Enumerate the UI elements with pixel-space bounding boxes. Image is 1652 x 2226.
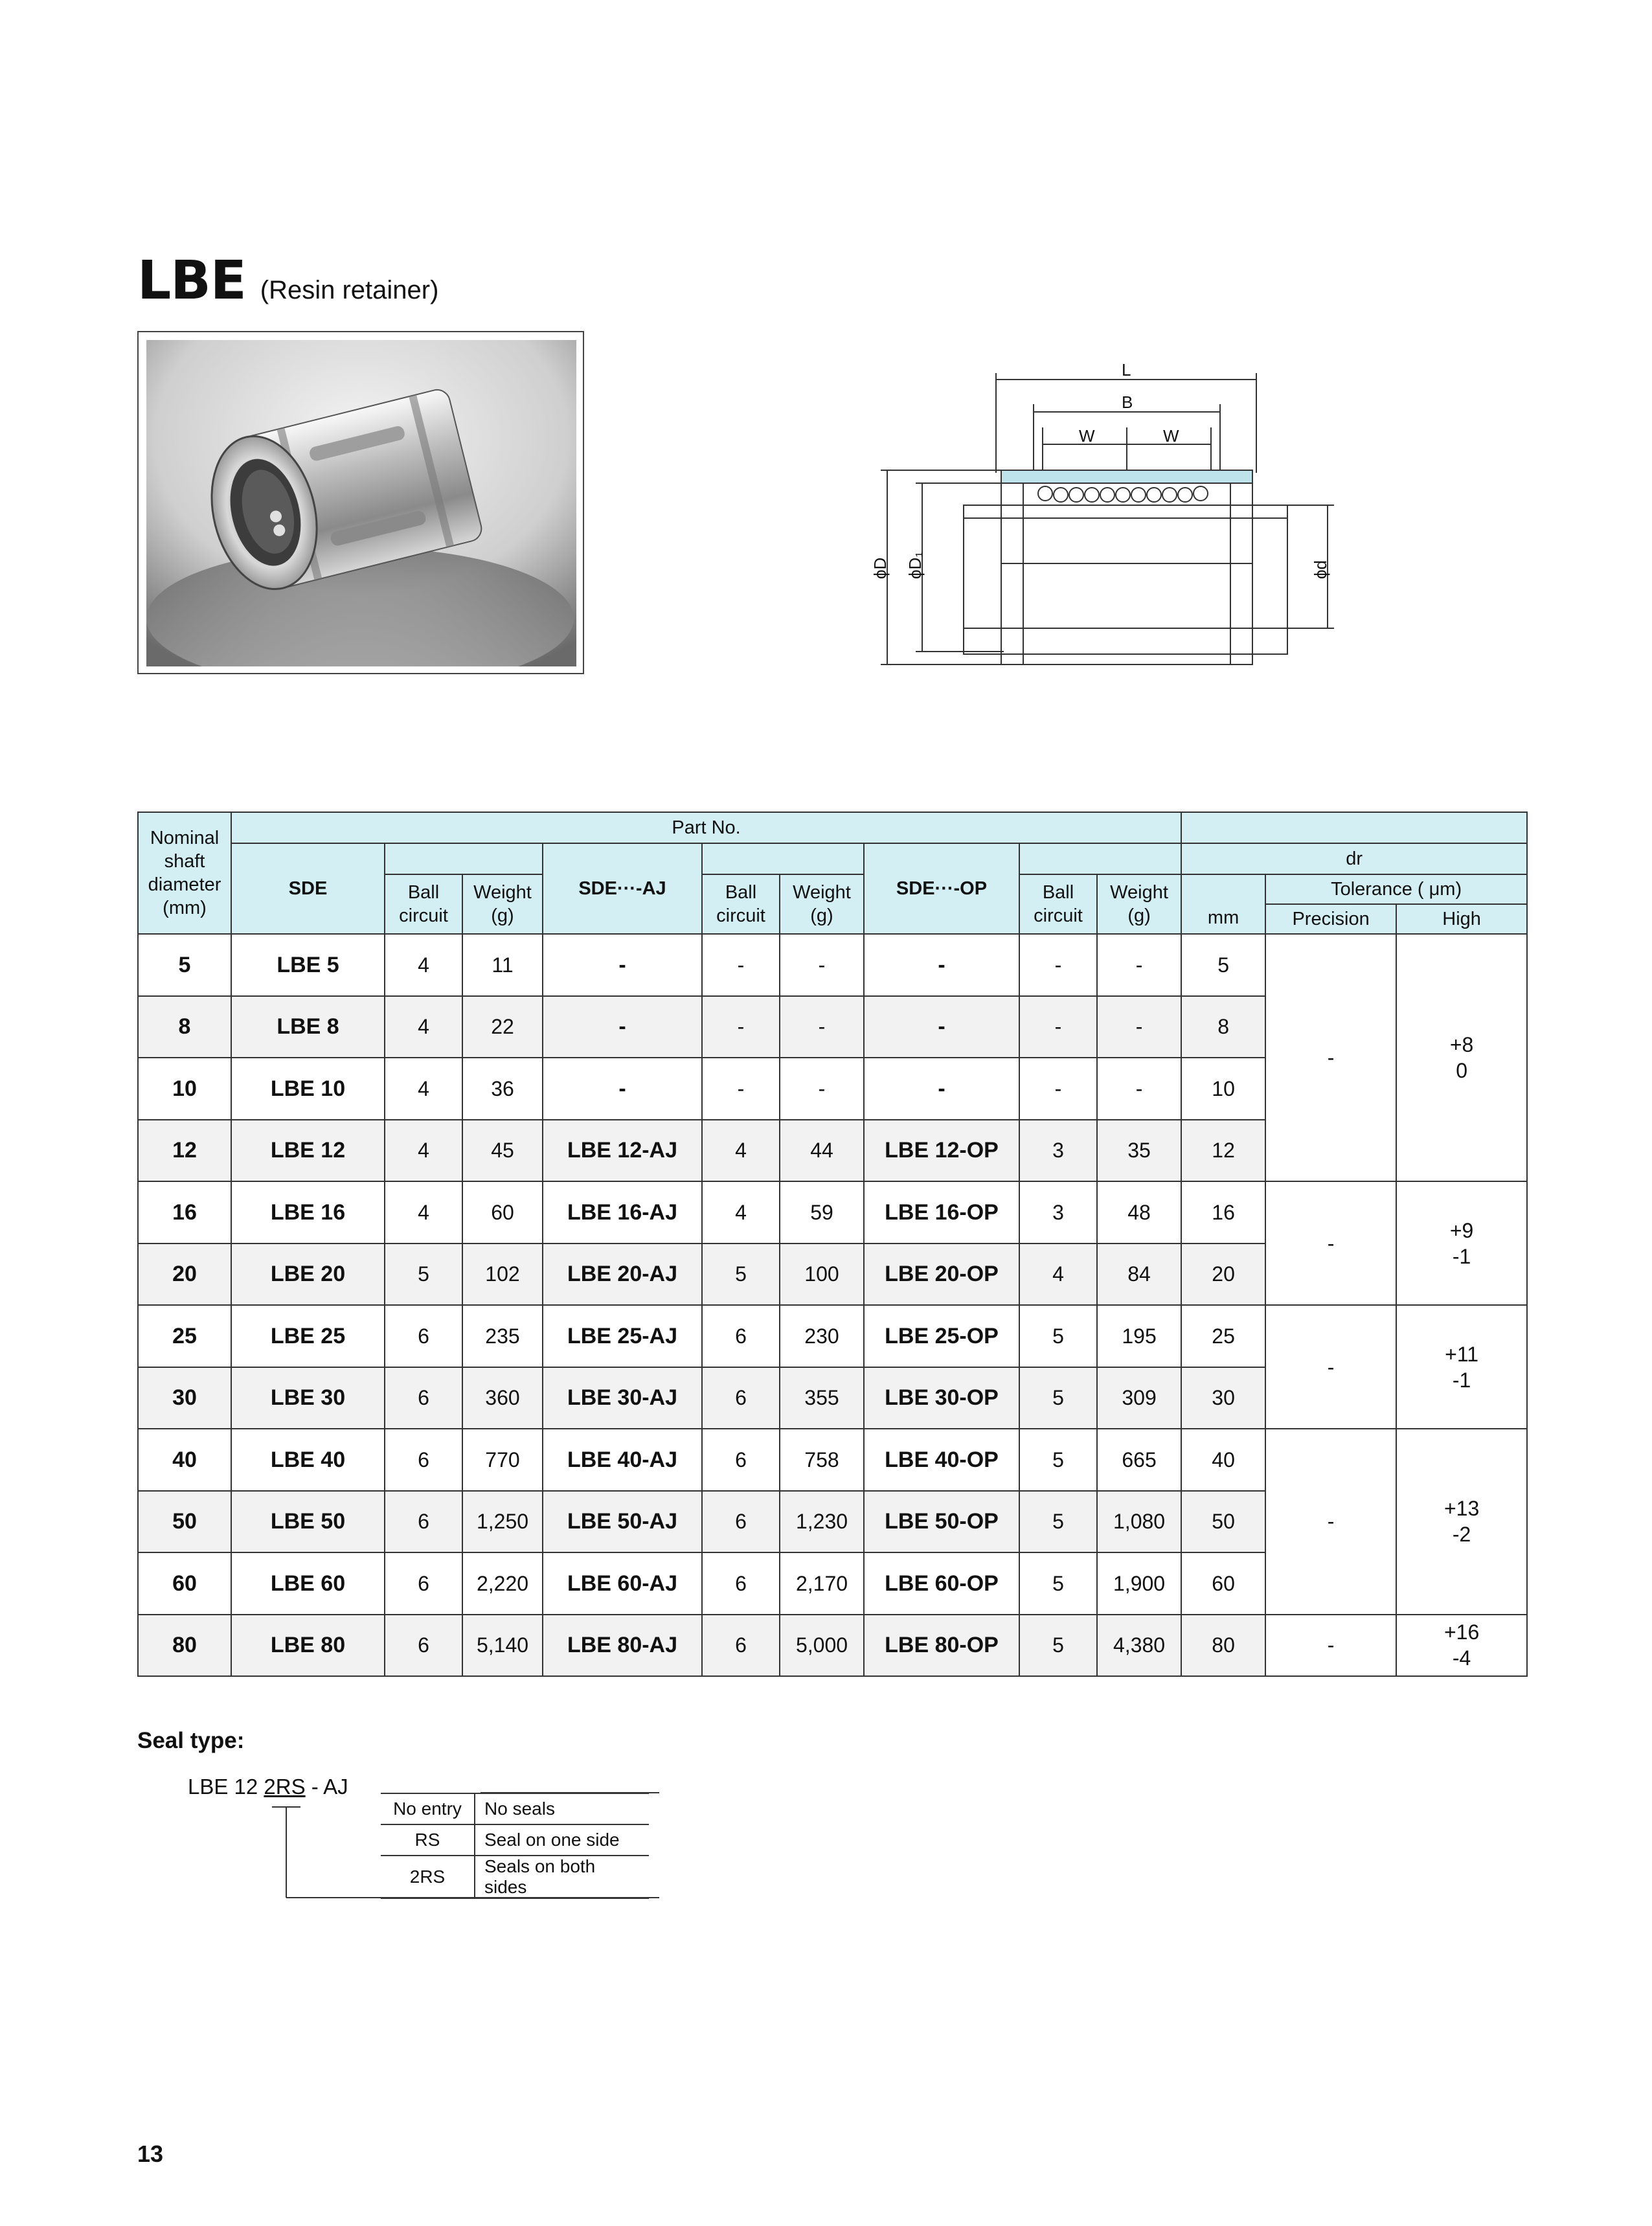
aj-part-cell: LBE 30-AJ [543,1367,702,1429]
sde-part-cell: LBE 12 [231,1120,385,1182]
aj-part-cell: LBE 40-AJ [543,1429,702,1491]
sde-ball-circuit-cell: 5 [385,1244,462,1306]
sde-part-cell: LBE 5 [231,934,385,996]
op-weight-cell: 1,080 [1097,1491,1181,1553]
op-weight-cell: 35 [1097,1120,1181,1182]
nominal-diameter-cell: 50 [138,1491,231,1553]
sde-part-cell: LBE 60 [231,1552,385,1615]
sde-weight-cell: 360 [462,1367,543,1429]
tolerance-high-upper: +16 [1443,1620,1480,1644]
header-ball-circuit: Ball circuit [702,874,780,934]
header-sde: SDE [231,843,385,934]
sde-part-cell: LBE 20 [231,1244,385,1306]
op-weight-cell: 84 [1097,1244,1181,1306]
op-ball-circuit-cell: 5 [1019,1615,1097,1677]
series-subtitle: (Resin retainer) [260,276,439,304]
dr-mm-cell: 40 [1181,1429,1265,1491]
op-part-cell: LBE 50-OP [864,1491,1019,1553]
header-precision: Precision [1265,904,1396,934]
nominal-diameter-cell: 25 [138,1305,231,1367]
sde-weight-cell: 102 [462,1244,543,1306]
sde-part-cell: LBE 40 [231,1429,385,1491]
sde-part-cell: LBE 25 [231,1305,385,1367]
tolerance-high-lower: -4 [1452,1646,1471,1670]
sde-weight-cell: 60 [462,1181,543,1244]
seal-option-key: RS [381,1824,475,1856]
seal-option-key: 2RS [381,1856,475,1898]
header-high: High [1396,904,1527,934]
header-tolerance: Tolerance ( μm) [1265,874,1527,904]
tolerance-high-lower: 0 [1456,1059,1467,1082]
op-ball-circuit-cell: 3 [1019,1181,1097,1244]
dr-mm-cell: 60 [1181,1552,1265,1615]
tolerance-precision-cell: - [1265,1429,1396,1615]
sde-ball-circuit-cell: 6 [385,1552,462,1615]
aj-part-cell: LBE 50-AJ [543,1491,702,1553]
op-ball-circuit-cell: 4 [1019,1244,1097,1306]
aj-weight-cell: 355 [780,1367,864,1429]
tolerance-high-lower: -2 [1452,1523,1471,1547]
op-weight-cell: 48 [1097,1181,1181,1244]
seal-code-prefix: LBE 12 [188,1775,264,1799]
header-weight: Weight (g) [462,874,543,934]
header-blank [1181,812,1527,843]
op-ball-circuit-cell: 5 [1019,1367,1097,1429]
seal-option-row [381,1824,649,1856]
op-weight-cell: 195 [1097,1305,1181,1367]
aj-part-cell: LBE 25-AJ [543,1305,702,1367]
op-weight-cell: - [1097,1058,1181,1120]
dr-mm-cell: 25 [1181,1305,1265,1367]
seal-option-key: No entry [381,1793,475,1824]
header-sde-group-spacer [385,843,543,874]
aj-weight-cell: 59 [780,1181,864,1244]
tolerance-high-upper: +13 [1443,1497,1480,1521]
aj-weight-cell: 758 [780,1429,864,1491]
dr-mm-cell: 20 [1181,1244,1265,1306]
linear-bearing-image [146,340,576,666]
table-row [138,1181,1527,1244]
sde-part-cell: LBE 30 [231,1367,385,1429]
tolerance-high-lower: -1 [1452,1368,1471,1392]
dim-label-d: ϕd [1311,560,1330,579]
nominal-diameter-cell: 8 [138,996,231,1058]
aj-ball-circuit-cell: 6 [702,1429,780,1491]
sde-part-cell: LBE 80 [231,1615,385,1677]
nominal-diameter-cell: 12 [138,1120,231,1182]
tolerance-high-cell [1396,934,1527,1181]
op-weight-cell: 4,380 [1097,1615,1181,1677]
dr-mm-cell: 8 [1181,996,1265,1058]
sde-weight-cell: 770 [462,1429,543,1491]
seal-code-example [188,1775,348,1799]
dr-mm-cell: 12 [1181,1120,1265,1182]
aj-ball-circuit-cell: 4 [702,1120,780,1182]
tolerance-high-cell [1396,1305,1527,1429]
op-weight-cell: 665 [1097,1429,1181,1491]
op-weight-cell: 309 [1097,1367,1181,1429]
aj-ball-circuit-cell: 4 [702,1181,780,1244]
tolerance-precision-cell: - [1265,1181,1396,1305]
op-part-cell: LBE 25-OP [864,1305,1019,1367]
op-part-cell: - [864,996,1019,1058]
op-ball-circuit-cell: - [1019,1058,1097,1120]
op-ball-circuit-cell: - [1019,996,1097,1058]
seal-code-seal-part: 2RS [264,1775,306,1799]
dim-label-L: L [1122,360,1131,380]
sde-ball-circuit-cell: 4 [385,1181,462,1244]
sde-ball-circuit-cell: 4 [385,1120,462,1182]
op-part-cell: LBE 16-OP [864,1181,1019,1244]
header-weight: Weight (g) [1097,874,1181,934]
aj-ball-circuit-cell: - [702,934,780,996]
sde-ball-circuit-cell: 6 [385,1429,462,1491]
seal-type-title: Seal type: [137,1728,245,1753]
sde-ball-circuit-cell: 6 [385,1491,462,1553]
tolerance-high-cell [1396,1615,1527,1677]
dr-mm-cell: 50 [1181,1491,1265,1553]
page-title [137,250,438,312]
tolerance-high-upper: +11 [1445,1342,1479,1366]
header-aj-group-spacer [702,843,864,874]
header-sde-op: SDE···-OP [864,843,1019,934]
op-ball-circuit-cell: - [1019,934,1097,996]
aj-ball-circuit-cell: - [702,996,780,1058]
dr-mm-cell: 30 [1181,1367,1265,1429]
op-part-cell: LBE 12-OP [864,1120,1019,1182]
op-ball-circuit-cell: 5 [1019,1429,1097,1491]
aj-part-cell: LBE 60-AJ [543,1552,702,1615]
tolerance-high-cell [1396,1429,1527,1615]
op-ball-circuit-cell: 5 [1019,1305,1097,1367]
aj-weight-cell: - [780,934,864,996]
seal-option-row [381,1793,649,1824]
sde-weight-cell: 36 [462,1058,543,1120]
op-part-cell: LBE 40-OP [864,1429,1019,1491]
nominal-diameter-cell: 10 [138,1058,231,1120]
table-row [138,934,1527,996]
aj-part-cell: LBE 16-AJ [543,1181,702,1244]
aj-weight-cell: 5,000 [780,1615,864,1677]
aj-weight-cell: 230 [780,1305,864,1367]
sde-ball-circuit-cell: 4 [385,996,462,1058]
sde-part-cell: LBE 16 [231,1181,385,1244]
seal-code-suffix: - AJ [305,1775,348,1799]
tolerance-high-lower: -1 [1452,1244,1471,1268]
op-weight-cell: 1,900 [1097,1552,1181,1615]
sde-weight-cell: 235 [462,1305,543,1367]
tolerance-precision-cell: - [1265,1615,1396,1677]
aj-weight-cell: 44 [780,1120,864,1182]
sde-ball-circuit-cell: 6 [385,1615,462,1677]
op-ball-circuit-cell: 5 [1019,1552,1097,1615]
aj-ball-circuit-cell: - [702,1058,780,1120]
dim-label-B: B [1122,392,1133,412]
op-weight-cell: - [1097,934,1181,996]
aj-part-cell: LBE 12-AJ [543,1120,702,1182]
nominal-diameter-cell: 16 [138,1181,231,1244]
sde-ball-circuit-cell: 6 [385,1305,462,1367]
aj-weight-cell: 2,170 [780,1552,864,1615]
sde-weight-cell: 1,250 [462,1491,543,1553]
sde-ball-circuit-cell: 4 [385,934,462,996]
seal-option-value: Seals on both sides [475,1856,649,1898]
nominal-diameter-cell: 80 [138,1615,231,1677]
aj-part-cell: - [543,996,702,1058]
aj-ball-circuit-cell: 6 [702,1615,780,1677]
aj-ball-circuit-cell: 6 [702,1367,780,1429]
table-row [138,1305,1527,1367]
nominal-diameter-cell: 20 [138,1244,231,1306]
dr-mm-cell: 80 [1181,1615,1265,1677]
op-weight-cell: - [1097,996,1181,1058]
dr-mm-cell: 5 [1181,934,1265,996]
sde-weight-cell: 22 [462,996,543,1058]
op-ball-circuit-cell: 5 [1019,1491,1097,1553]
op-part-cell: - [864,934,1019,996]
nominal-diameter-cell: 40 [138,1429,231,1491]
tolerance-precision-cell: - [1265,1305,1396,1429]
specification-rows [138,934,1527,1676]
aj-weight-cell: - [780,1058,864,1120]
table-row [138,1615,1527,1677]
op-part-cell: LBE 60-OP [864,1552,1019,1615]
tolerance-high-cell [1396,1181,1527,1305]
sde-weight-cell: 45 [462,1120,543,1182]
seal-options-table [381,1793,649,1899]
seal-option-row [381,1856,649,1898]
dr-mm-cell: 16 [1181,1181,1265,1244]
sde-ball-circuit-cell: 6 [385,1367,462,1429]
aj-weight-cell: - [780,996,864,1058]
header-op-group-spacer [1019,843,1181,874]
header-mm: mm [1181,874,1265,934]
aj-part-cell: LBE 20-AJ [543,1244,702,1306]
op-ball-circuit-cell: 3 [1019,1120,1097,1182]
nominal-diameter-cell: 5 [138,934,231,996]
header-sde-aj: SDE···-AJ [543,843,702,934]
bearing-cross-section-diagram [868,356,1360,667]
header-ball-circuit: Ball circuit [1019,874,1097,934]
dim-label-D1: ϕD₁ [905,551,925,579]
aj-part-cell: LBE 80-AJ [543,1615,702,1677]
seal-option-value: Seal on one side [475,1824,649,1856]
op-part-cell: LBE 20-OP [864,1244,1019,1306]
sde-weight-cell: 2,220 [462,1552,543,1615]
dim-label-W-right: W [1163,426,1179,446]
op-part-cell: LBE 80-OP [864,1615,1019,1677]
sde-part-cell: LBE 8 [231,996,385,1058]
aj-part-cell: - [543,1058,702,1120]
page-number: 13 [137,2141,164,2167]
op-part-cell: - [864,1058,1019,1120]
header-weight: Weight (g) [780,874,864,934]
aj-ball-circuit-cell: 6 [702,1552,780,1615]
aj-weight-cell: 1,230 [780,1491,864,1553]
table-row [138,1429,1527,1491]
tolerance-high-upper: +8 [1449,1033,1474,1056]
product-photo [137,331,584,674]
header-dr: dr [1181,843,1527,874]
header-ball-circuit: Ball circuit [385,874,462,934]
tolerance-precision-cell: - [1265,934,1396,1181]
nominal-diameter-cell: 60 [138,1552,231,1615]
aj-ball-circuit-cell: 6 [702,1305,780,1367]
dim-label-W-left: W [1079,426,1095,446]
specification-table [137,812,1528,1677]
tolerance-high-upper: +9 [1449,1218,1474,1242]
aj-weight-cell: 100 [780,1244,864,1306]
header-nominal-diameter: Nominal shaft diameter (mm) [138,812,231,934]
sde-weight-cell: 11 [462,934,543,996]
dim-label-D: ϕD [870,557,890,579]
series-name: LBE [137,250,246,312]
dimension-drawing [868,356,1360,670]
aj-ball-circuit-cell: 5 [702,1244,780,1306]
seal-option-value: No seals [475,1793,649,1824]
aj-ball-circuit-cell: 6 [702,1491,780,1553]
sde-part-cell: LBE 10 [231,1058,385,1120]
header-part-no: Part No. [231,812,1181,843]
sde-weight-cell: 5,140 [462,1615,543,1677]
aj-part-cell: - [543,934,702,996]
sde-ball-circuit-cell: 4 [385,1058,462,1120]
dr-mm-cell: 10 [1181,1058,1265,1120]
sde-part-cell: LBE 50 [231,1491,385,1553]
op-part-cell: LBE 30-OP [864,1367,1019,1429]
nominal-diameter-cell: 30 [138,1367,231,1429]
